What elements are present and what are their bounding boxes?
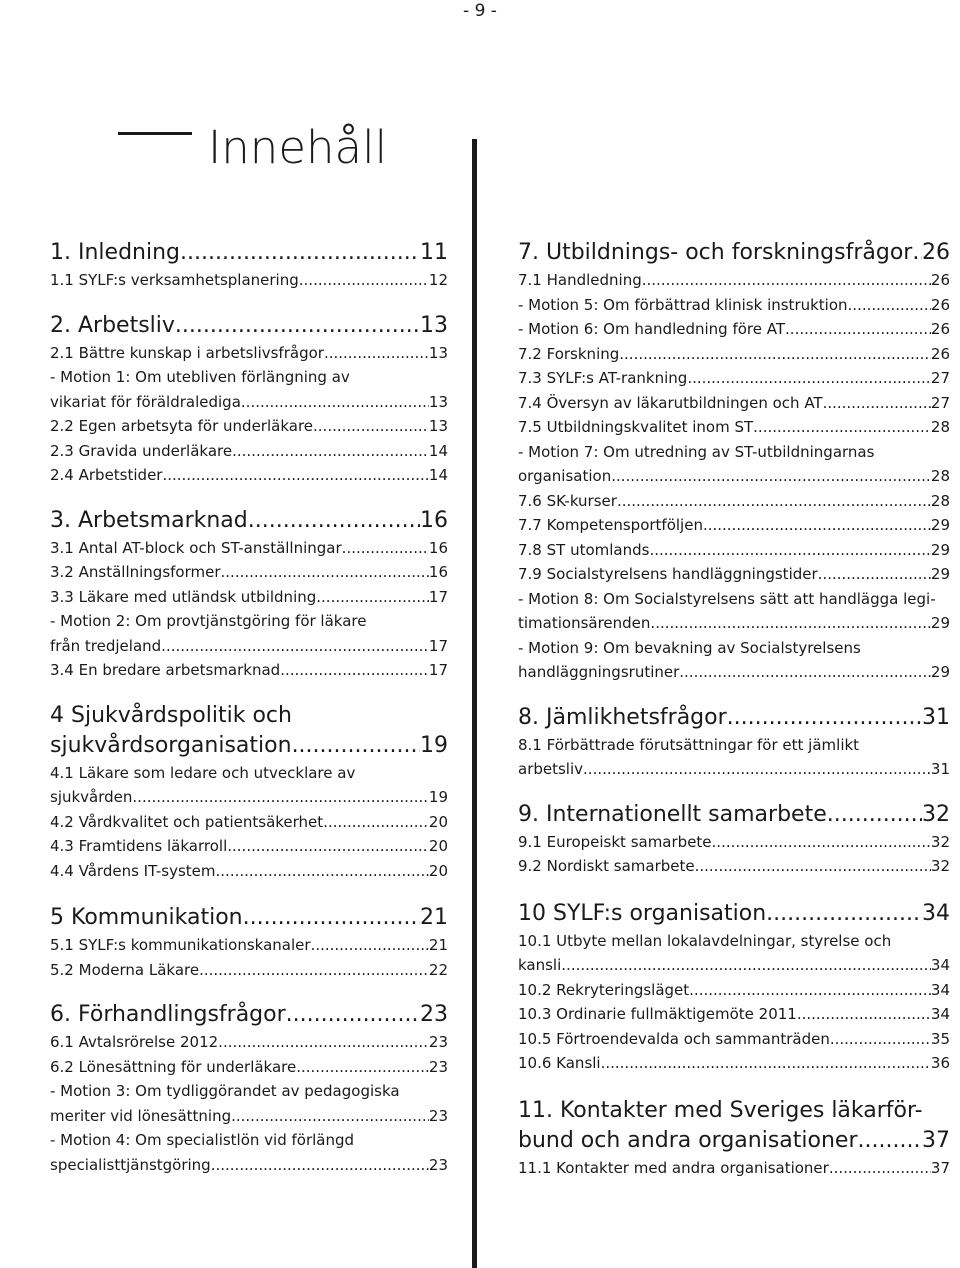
toc-right-column: [518, 238, 950, 1180]
toc-section-line: 4 Sjukvårdspolitik och: [50, 702, 292, 728]
toc-motion-line: - Motion 7: Om utredning av ST-utbildningarnas: [518, 442, 875, 461]
toc-entry[interactable]: 10.6 Kansli ..... 36: [518, 1051, 950, 1076]
toc-entry[interactable]: 4.3 Framtidens läkarroll ..... 20: [50, 834, 448, 859]
toc-motion-line: - Motion 1: Om utebliven förlängning av: [50, 368, 350, 386]
toc-entry[interactable]: 7.9 Socialstyrelsens handläggningstider ..... 29: [518, 562, 950, 587]
toc-entry[interactable]: 7.3 SYLF:s AT-rankning ..... 27: [518, 366, 950, 391]
column-divider: [472, 139, 477, 1268]
toc-entry[interactable]: meriter vid lönesättning ..... 23: [50, 1104, 448, 1129]
toc-section[interactable]: 1. Inledning ..... 11: [50, 238, 448, 268]
toc-section[interactable]: 5 Kommunikation ..... 21: [50, 903, 448, 933]
toc-entry[interactable]: 3.3 Läkare med utländsk utbildning ..... 17: [50, 585, 448, 610]
toc-entry[interactable]: 4.4 Vårdens IT-system ..... 20: [50, 859, 448, 884]
toc-entry[interactable]: från tredjeland ..... 17: [50, 634, 448, 659]
toc-entry[interactable]: 1.1 SYLF:s verksamhetsplanering ..... 12: [50, 268, 448, 293]
toc-entry[interactable]: vikariat för föräldralediga ..... 13: [50, 390, 448, 415]
toc-entry[interactable]: - Motion 6: Om handledning före AT ..... 26: [518, 317, 950, 342]
toc-entry[interactable]: kansli ..... 34: [518, 953, 950, 978]
toc-entry[interactable]: 5.2 Moderna Läkare ..... 22: [50, 958, 448, 983]
toc-entry[interactable]: 2.1 Bättre kunskap i arbetslivsfrågor ..... 13: [50, 341, 448, 366]
toc-section[interactable]: 2. Arbetsliv ..... 13: [50, 311, 448, 341]
toc-entry[interactable]: 7.1 Handledning ..... 26: [518, 268, 950, 293]
page-title: Innehåll: [208, 121, 388, 174]
toc-motion-line: - Motion 3: Om tydliggörandet av pedagogiska: [50, 1082, 400, 1100]
toc-section[interactable]: 6. Förhandlingsfrågor ..... 23: [50, 1000, 448, 1030]
toc-section[interactable]: bund och andra organisationer ..... 37: [518, 1126, 950, 1156]
toc-entry[interactable]: 5.1 SYLF:s kommunikationskanaler ..... 21: [50, 933, 448, 958]
toc-entry[interactable]: 2.2 Egen arbetsyta för underläkare ..... 13: [50, 414, 448, 439]
toc-entry[interactable]: 2.3 Gravida underläkare ..... 14: [50, 439, 448, 464]
toc-entry[interactable]: 7.4 Översyn av läkarutbildningen och AT ..... 27: [518, 391, 950, 416]
toc-entry[interactable]: 7.5 Utbildningskvalitet inom ST ..... 28: [518, 415, 950, 440]
toc-entry[interactable]: organisation ..... 28: [518, 464, 950, 489]
toc-entry[interactable]: 7.6 SK-kurser ..... 28: [518, 489, 950, 514]
toc-entry[interactable]: arbetsliv ..... 31: [518, 757, 950, 782]
toc-motion-line: - Motion 9: Om bevakning av Socialstyrelsens: [518, 638, 861, 657]
toc-entry[interactable]: 10.2 Rekryteringsläget ..... 34: [518, 978, 950, 1003]
toc-section[interactable]: 7. Utbildnings- och forskningsfrågor ..... 26: [518, 238, 950, 268]
toc-motion-line: - Motion 4: Om specialistlön vid förlängd: [50, 1131, 355, 1149]
toc-entry[interactable]: 11.1 Kontakter med andra organisationer ..... 37: [518, 1156, 950, 1181]
toc-entry-line: 4.1 Läkare som ledare och utvecklare av: [50, 763, 356, 782]
toc-entry[interactable]: 3.2 Anställningsformer ..... 16: [50, 560, 448, 585]
toc-entry[interactable]: 9.1 Europeiskt samarbete ..... 32: [518, 830, 950, 855]
toc-entry[interactable]: 7.8 ST utomlands ..... 29: [518, 538, 950, 563]
toc-section-line: 11. Kontakter med Sveriges läkarför-: [518, 1097, 923, 1123]
toc-entry[interactable]: sjukvården ..... 19: [50, 785, 448, 810]
toc-entry[interactable]: 6.1 Avtalsrörelse 2012 ..... 23: [50, 1030, 448, 1055]
toc-entry[interactable]: 9.2 Nordiskt samarbete ..... 32: [518, 854, 950, 879]
toc-entry[interactable]: timationsärenden ..... 29: [518, 611, 950, 636]
toc-motion-line: - Motion 8: Om Socialstyrelsens sätt att handlägga legi-: [518, 589, 936, 608]
toc-left-column: [50, 238, 448, 1177]
toc-entry[interactable]: handläggningsrutiner ..... 29: [518, 660, 950, 685]
toc-entry[interactable]: 10.3 Ordinarie fullmäktigemöte 2011 ..... 34: [518, 1002, 950, 1027]
toc-entry[interactable]: 7.2 Forskning ..... 26: [518, 342, 950, 367]
toc-section[interactable]: 9. Internationellt samarbete ..... 32: [518, 800, 950, 830]
toc-entry[interactable]: 2.4 Arbetstider ..... 14: [50, 463, 448, 488]
page-number: - 9 -: [463, 1, 497, 21]
toc-entry[interactable]: 3.1 Antal AT-block och ST-anställningar ..... 16: [50, 536, 448, 561]
toc-entry-line: 10.1 Utbyte mellan lokalavdelningar, styrelse och: [518, 931, 892, 950]
toc-entry[interactable]: 6.2 Lönesättning för underläkare ..... 23: [50, 1055, 448, 1080]
toc-section[interactable]: 8. Jämlikhetsfrågor ..... 31: [518, 703, 950, 733]
toc-motion-line: - Motion 2: Om provtjänstgöring för läkare: [50, 612, 367, 630]
toc-section[interactable]: 3. Arbetsmarknad ..... 16: [50, 506, 448, 536]
toc-entry[interactable]: 10.5 Förtroendevalda och sammanträden ..... 35: [518, 1027, 950, 1052]
toc-entry[interactable]: 7.7 Kompetensportföljen ..... 29: [518, 513, 950, 538]
toc-section[interactable]: sjukvårdsorganisation ..... 19: [50, 731, 448, 761]
toc-section[interactable]: 10 SYLF:s organisation ..... 34: [518, 899, 950, 929]
toc-entry[interactable]: specialisttjänstgöring ..... 23: [50, 1153, 448, 1178]
toc-entry[interactable]: 4.2 Vårdkvalitet och patientsäkerhet ..... 20: [50, 810, 448, 835]
toc-entry-line: 8.1 Förbättrade förutsättningar för ett jämlikt: [518, 735, 860, 754]
toc-entry[interactable]: - Motion 5: Om förbättrad klinisk instruktion ..... 26: [518, 293, 950, 318]
title-rule: [118, 132, 192, 135]
toc-entry[interactable]: 3.4 En bredare arbetsmarknad ..... 17: [50, 658, 448, 683]
